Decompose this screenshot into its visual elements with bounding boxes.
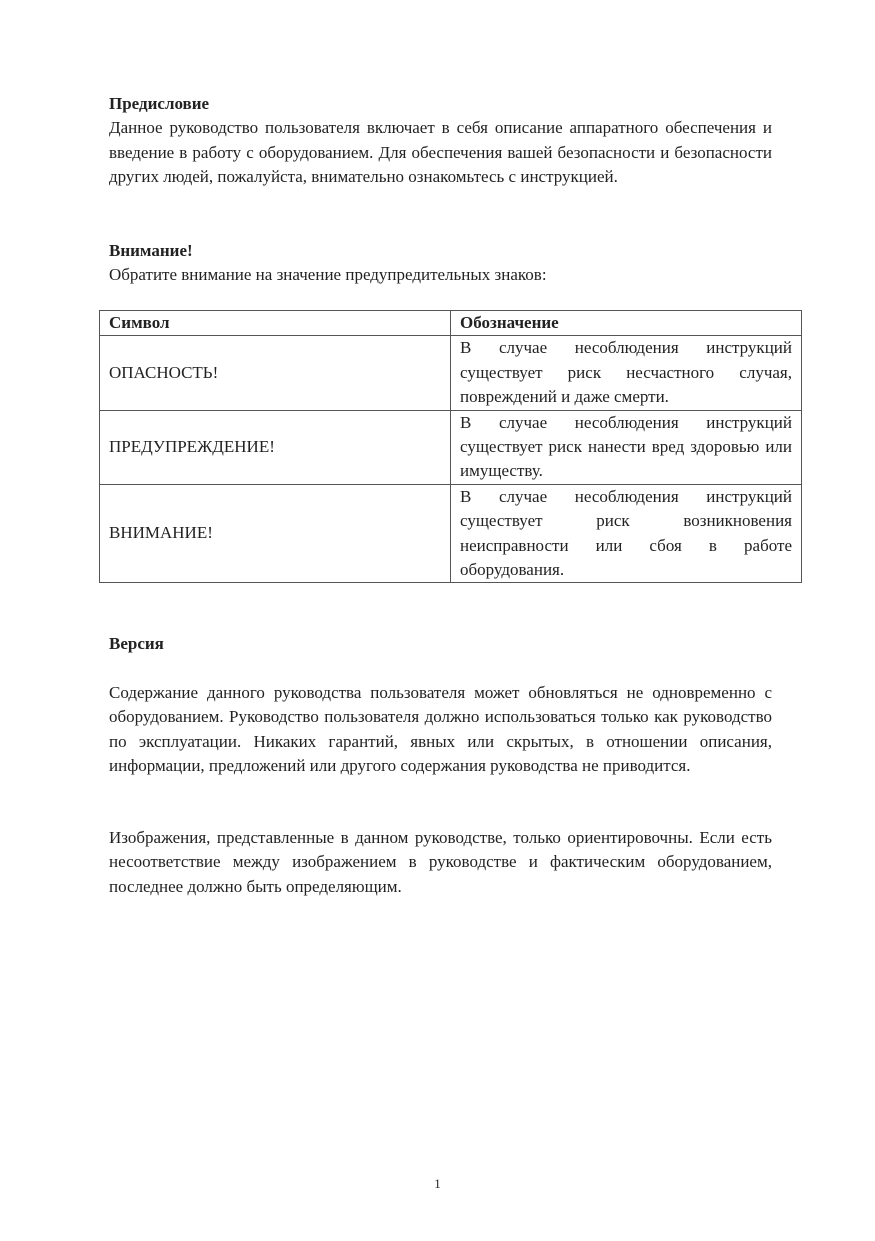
table-row bbox=[100, 410, 802, 484]
meaning-column-header: Обозначение bbox=[451, 311, 802, 336]
version-paragraph-2-block bbox=[109, 826, 772, 899]
version-paragraph-1: Содержание данного руководства пользователя может обновляться не одновременно с оборудованием. Руководство пользователя должно использоваться только как руководство по эксплуатации. Никаких гарантий, явных или скрытых, в отношении описания, информации, предложений или другого содержания руководства не приводится. bbox=[109, 683, 772, 776]
attention-heading: Внимание! bbox=[109, 241, 193, 260]
table-row bbox=[100, 336, 802, 410]
table-row bbox=[100, 484, 802, 583]
symbol-column-header: Символ bbox=[100, 311, 451, 336]
preface-section bbox=[109, 92, 772, 190]
version-paragraph-2: Изображения, представленные в данном руководстве, только ориентировочны. Если есть несоответствие между изображением в руководстве и фактическим оборудованием, последнее должно быть определяющим. bbox=[109, 828, 772, 896]
caution-meaning-cell: В случае несоблюдения инструкций существует риск возникновения неисправности или сбоя в работе оборудования. bbox=[451, 484, 802, 583]
caution-symbol-cell: ВНИМАНИЕ! bbox=[100, 484, 451, 583]
danger-symbol-cell: ОПАСНОСТЬ! bbox=[100, 336, 451, 410]
warning-symbol-cell: ПРЕДУПРЕЖДЕНИЕ! bbox=[100, 410, 451, 484]
version-paragraph-1-block bbox=[109, 681, 772, 779]
table-header-row bbox=[100, 311, 802, 336]
preface-heading: Предисловие bbox=[109, 94, 210, 113]
page-number: 1 bbox=[434, 1176, 441, 1191]
attention-text: Обратите внимание на значение предупредительных знаков: bbox=[109, 265, 547, 285]
preface-text: Данное руководство пользователя включает в себя описание аппаратного обеспечения и введение в работу с оборудованием. Для обеспечения вашей безопасности и безопасности других людей, пожалуйста, внимательно ознакомьтесь с инструкцией. bbox=[109, 118, 772, 187]
warning-signs-table bbox=[99, 310, 802, 583]
warning-meaning-cell: В случае несоблюдения инструкций существует риск нанести вред здоровью или имуществу. bbox=[451, 410, 802, 484]
version-section bbox=[109, 632, 772, 656]
version-heading: Версия bbox=[109, 634, 164, 653]
danger-meaning-cell: В случае несоблюдения инструкций существует риск несчастного случая, повреждений и даже смерти. bbox=[451, 336, 802, 410]
attention-section bbox=[109, 239, 772, 288]
